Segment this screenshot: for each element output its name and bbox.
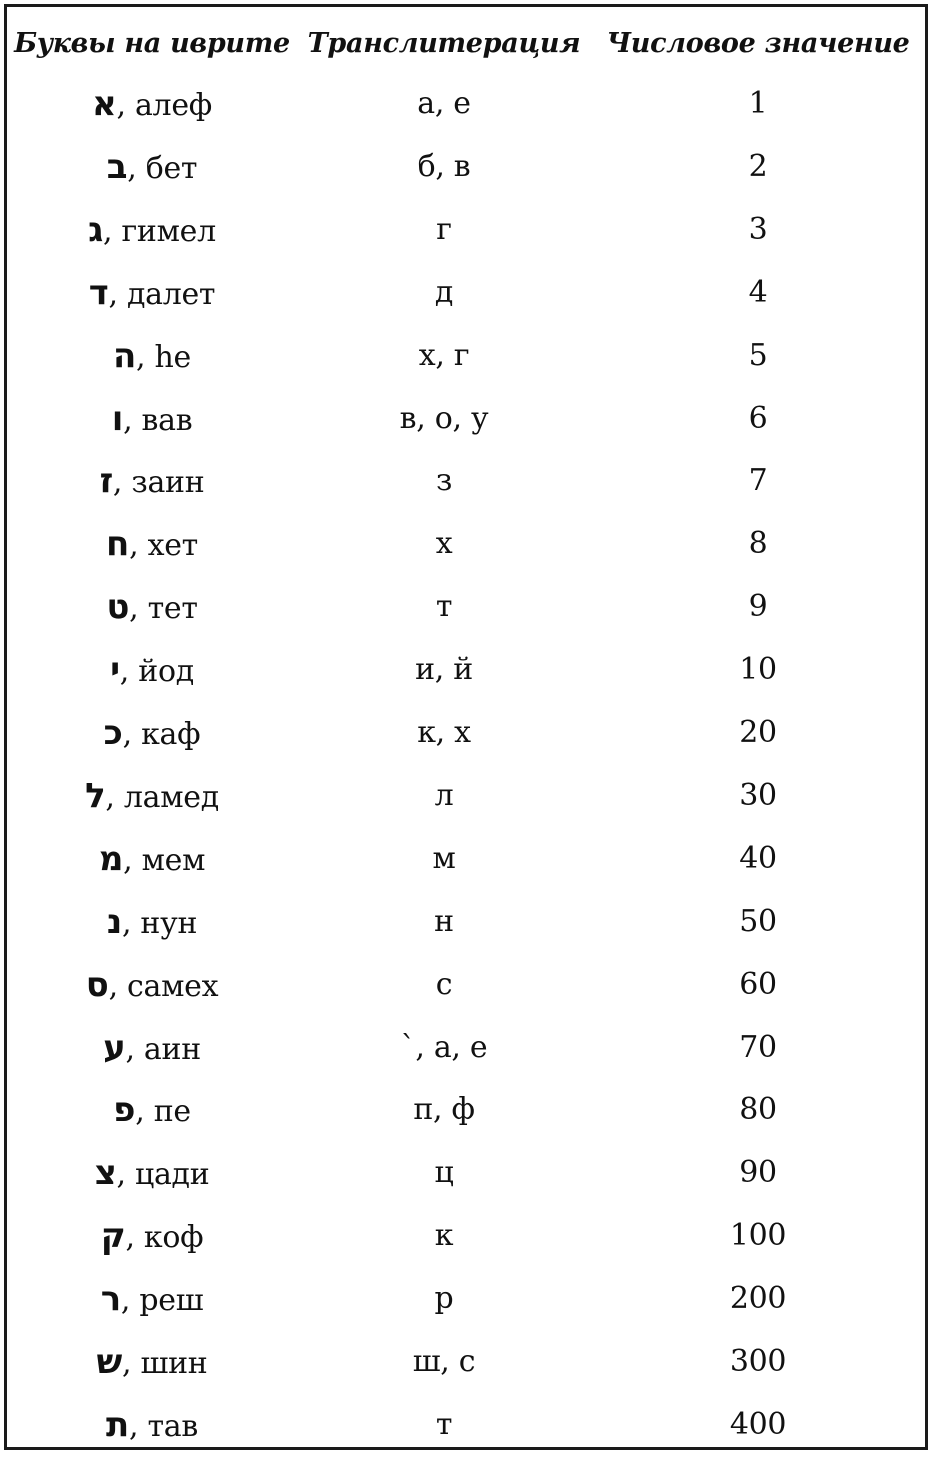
numeric-value-cell: 1 — [748, 86, 768, 121]
numeric-value-cell: 50 — [739, 903, 777, 939]
transliteration-cell: и, й — [415, 652, 473, 688]
transliteration-cell: р — [434, 1281, 454, 1317]
table-row — [7, 828, 925, 890]
hebrew-letter: ב — [106, 146, 128, 187]
hebrew-letter: פ — [113, 1090, 136, 1131]
letter-name: , бет — [127, 150, 198, 186]
transliteration-cell: `, а, е — [400, 1029, 488, 1065]
letter-name: , тав — [128, 1408, 198, 1444]
table-header-row — [7, 13, 925, 75]
letter-cell — [7, 576, 297, 638]
header-hebrew-letters: Буквы на иврите — [14, 28, 290, 59]
letter-cell — [7, 136, 297, 198]
transliteration-cell: б, в — [417, 148, 471, 184]
table-row — [7, 1205, 925, 1267]
hebrew-letter: צ — [94, 1153, 117, 1194]
table-row — [7, 765, 925, 827]
table-row — [7, 576, 925, 638]
table-row — [7, 1017, 925, 1079]
numeric-value-cell: 8 — [748, 526, 768, 562]
letter-name: , гимел — [103, 213, 216, 249]
numeric-value-cell: 60 — [739, 966, 777, 1002]
hebrew-letter: ל — [85, 775, 106, 816]
numeric-value-cell: 3 — [748, 211, 768, 247]
letter-name: , цади — [116, 1157, 210, 1193]
letter-cell — [7, 199, 297, 261]
table-row — [7, 891, 925, 953]
transliteration-cell: х, г — [418, 337, 470, 373]
numeric-value-cell: 30 — [739, 777, 777, 813]
hebrew-letter: נ — [106, 901, 122, 942]
table-row — [7, 73, 925, 135]
transliteration-cell: з — [435, 463, 453, 499]
hebrew-letter: ז — [99, 461, 113, 502]
numeric-value-cell: 90 — [739, 1155, 777, 1191]
letter-cell — [7, 639, 297, 701]
letter-name: , алеф — [116, 88, 212, 123]
letter-cell — [7, 388, 297, 450]
numeric-value-cell: 4 — [748, 274, 768, 310]
numeric-value-cell: 7 — [748, 463, 768, 499]
transliteration-cell: к — [434, 1218, 454, 1254]
letter-cell — [7, 954, 297, 1016]
letter-cell — [7, 828, 297, 890]
transliteration-cell: с — [435, 966, 453, 1002]
numeric-value-cell: 80 — [739, 1092, 777, 1128]
letter-name: , мем — [123, 842, 206, 878]
hebrew-letter: ק — [100, 1216, 126, 1257]
transliteration-cell: т — [435, 589, 453, 625]
numeric-value-cell: 5 — [748, 337, 768, 373]
numeric-value-cell: 2 — [748, 148, 768, 184]
transliteration-cell: ш, с — [412, 1344, 476, 1379]
transliteration-cell: х — [435, 526, 453, 562]
transliteration-cell: д — [434, 274, 454, 310]
hebrew-letter: ע — [103, 1027, 126, 1068]
letter-name: , he — [136, 339, 191, 375]
transliteration-cell: н — [434, 903, 454, 939]
numeric-value-cell: 200 — [729, 1281, 787, 1317]
letter-name: , реш — [120, 1283, 204, 1319]
table-row — [7, 1079, 925, 1141]
letter-cell — [7, 450, 297, 512]
table-row — [7, 954, 925, 1016]
table-row — [7, 450, 925, 512]
transliteration-cell: п, ф — [413, 1092, 475, 1128]
numeric-value-cell: 300 — [729, 1344, 787, 1379]
letter-name: , тет — [129, 591, 198, 627]
letter-cell — [7, 1017, 297, 1079]
transliteration-cell: ц — [434, 1155, 454, 1191]
transliteration-cell: м — [432, 840, 456, 876]
numeric-value-cell: 40 — [739, 840, 777, 876]
table-row — [7, 388, 925, 450]
hebrew-letter: כ — [103, 713, 123, 753]
numeric-value-cell: 6 — [748, 400, 768, 436]
header-numeric-value: Числовое значение — [606, 28, 910, 59]
header-transliteration: Транслитерация — [307, 28, 581, 59]
letter-name: , самех — [108, 968, 219, 1004]
table-row — [7, 325, 925, 387]
table-row — [7, 1268, 925, 1330]
hebrew-letter: י — [110, 650, 120, 691]
letter-name: , вав — [123, 402, 193, 438]
transliteration-cell: л — [434, 777, 454, 813]
transliteration-cell: т — [435, 1406, 453, 1442]
hebrew-letter: ת — [106, 1404, 129, 1445]
letter-name: , далет — [108, 276, 216, 312]
table-frame — [4, 4, 928, 1450]
letter-name: , хет — [129, 528, 198, 564]
table-row — [7, 639, 925, 701]
numeric-value-cell: 10 — [739, 652, 777, 688]
hebrew-letter: ו — [111, 398, 124, 439]
hebrew-letter: ד — [88, 272, 109, 313]
transliteration-cell: в, о, у — [399, 400, 489, 436]
letter-cell — [7, 891, 297, 953]
transliteration-cell: а, е — [417, 86, 471, 121]
hebrew-letter: ה — [112, 335, 137, 376]
numeric-value-cell: 20 — [739, 715, 777, 750]
table-row — [7, 702, 925, 764]
letter-cell — [7, 262, 297, 324]
hebrew-letter: ח — [106, 524, 130, 565]
numeric-value-cell: 70 — [739, 1029, 777, 1065]
letter-cell — [7, 1331, 297, 1393]
letter-cell — [7, 1268, 297, 1330]
hebrew-letter: מ — [98, 838, 124, 879]
letter-cell — [7, 325, 297, 387]
hebrew-letter: א — [92, 84, 117, 124]
transliteration-cell: к, х — [417, 715, 471, 750]
letter-name: , йод — [119, 654, 194, 690]
letter-cell — [7, 1205, 297, 1267]
letter-name: , каф — [122, 717, 201, 752]
hebrew-letter: ס — [85, 964, 109, 1005]
letter-cell — [7, 513, 297, 575]
letter-name: , нун — [121, 905, 198, 941]
letter-name: , пе — [135, 1094, 191, 1130]
hebrew-letter: ש — [96, 1342, 122, 1382]
table-row — [7, 1394, 925, 1456]
letter-cell — [7, 1394, 297, 1456]
letter-cell — [7, 702, 297, 764]
numeric-value-cell: 400 — [729, 1406, 787, 1442]
numeric-value-cell: 9 — [748, 589, 768, 625]
letter-name: , шин — [122, 1346, 208, 1381]
letter-name: , аин — [125, 1031, 201, 1067]
letter-cell — [7, 73, 297, 135]
letter-name: , заин — [112, 465, 205, 501]
letter-cell — [7, 765, 297, 827]
table-row — [7, 1142, 925, 1204]
transliteration-cell: г — [436, 211, 452, 247]
letter-name: , ламед — [105, 779, 219, 815]
table-row — [7, 136, 925, 198]
hebrew-letter: ג — [88, 209, 104, 250]
letter-cell — [7, 1079, 297, 1141]
hebrew-letter: ט — [106, 587, 130, 628]
table-row — [7, 199, 925, 261]
table-row — [7, 1331, 925, 1393]
letter-cell — [7, 1142, 297, 1204]
letter-name: , коф — [125, 1220, 204, 1256]
numeric-value-cell: 100 — [729, 1218, 787, 1254]
hebrew-letter: ר — [100, 1279, 121, 1320]
table-row — [7, 513, 925, 575]
table-row — [7, 262, 925, 324]
